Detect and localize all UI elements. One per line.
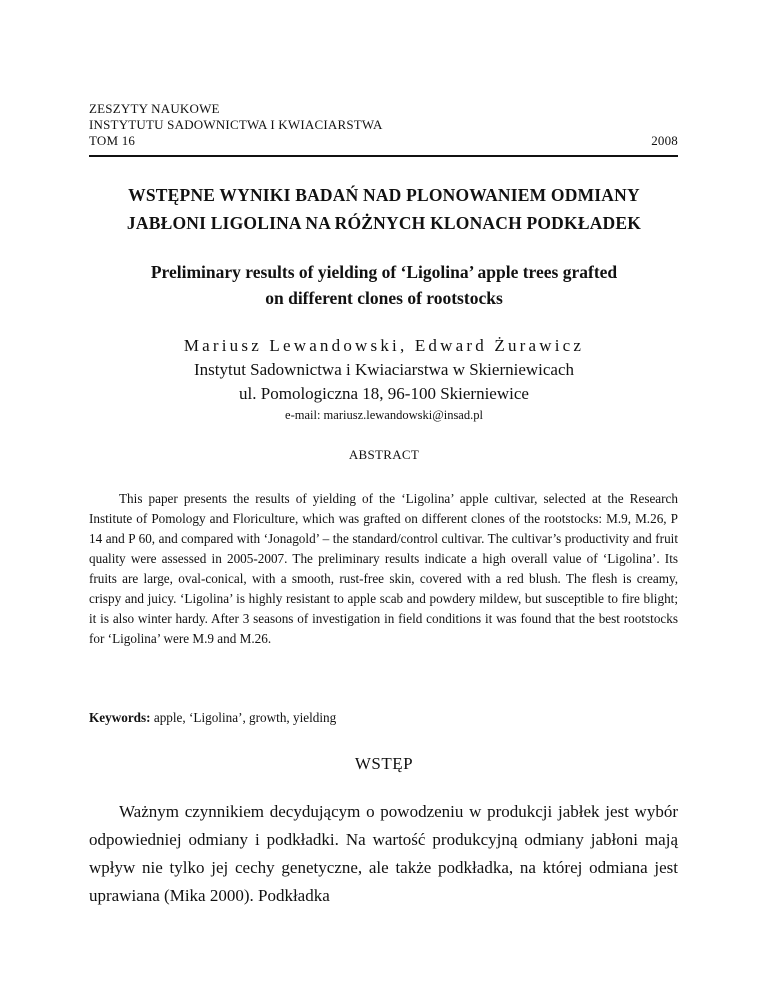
title-polish: [60, 181, 708, 237]
intro-paragraph: Ważnym czynnikiem decydującym o powodzeniu w produkcji jabłek jest wybór odpowiedniej odmiany i podkładki. Na wartość produkcyjną odmiany jabłoni mają wpływ nie tylko jej cechy genetyczne, ale także podkładka, na której odmiana jest uprawiana (Mika 2000). Podkładka: [89, 802, 678, 905]
abstract-text: This paper presents the results of yielding of the ‘Ligolina’ apple cultivar, selected at the Research Institute of Pomology and Floriculture, which was grafted on different clones of the rootstocks: M.9, M.26, P 14 and P 60, and compared with ‘Jonagold’ – the standard/control cultivar. The cultivar’s productivity and fruit quality were assessed in 2005-2007. The preliminary results indicate a high overall value of ‘Ligolina’. Its fruits are large, oval-conical, with a smooth, rust-free skin, covered with a red blush. The flesh is creamy, crispy and juicy. ‘Ligolina’ is highly resistant to apple scab and powdery mildew, but susceptible to fire blight; it is also winter hardy. After 3 seasons of investigation in field conditions it was found that the best rootstocks for ‘Ligolina’ were M.9 and M.26.: [89, 491, 678, 646]
affiliation-address: ul. Pomologiczna 18, 96-100 Skierniewice: [239, 384, 529, 403]
journal-year: 2008: [651, 133, 678, 148]
title-polish-line2: JABŁONI LIGOLINA NA RÓŻNYCH KLONACH PODKŁADEK: [126, 213, 642, 233]
section-heading: WSTĘP: [354, 754, 414, 773]
title-polish-line1: WSTĘPNE WYNIKI BADAŃ NAD PLONOWANIEM ODMIANY: [128, 185, 640, 205]
header-divider: [89, 155, 678, 157]
title-english-line2: on different clones of rootstocks: [265, 288, 503, 308]
title-english-line1: Preliminary results of yielding of ‘Ligolina’ apple trees grafted: [150, 262, 618, 282]
keywords-label: Keywords:: [89, 710, 151, 725]
journal-header: [89, 101, 678, 149]
authors: Mariusz Lewandowski, Edward Żurawicz: [183, 336, 585, 355]
journal-name-line1: ZESZYTY NAUKOWE: [89, 101, 220, 116]
author-email: e-mail: mariusz.lewandowski@insad.pl: [285, 408, 483, 422]
keywords-list: apple, ‘Ligolina’, growth, yielding: [150, 710, 337, 725]
affiliation-institute: Instytut Sadownictwa i Kwiaciarstwa w Skierniewicach: [193, 360, 575, 379]
volume-year-row: [89, 133, 678, 149]
abstract-heading: ABSTRACT: [348, 447, 420, 462]
journal-name-line2: INSTYTUTU SADOWNICTWA I KWIACIARSTWA: [89, 117, 383, 132]
title-english: [60, 259, 708, 311]
journal-volume: TOM 16: [89, 133, 136, 148]
keywords: [89, 709, 678, 727]
